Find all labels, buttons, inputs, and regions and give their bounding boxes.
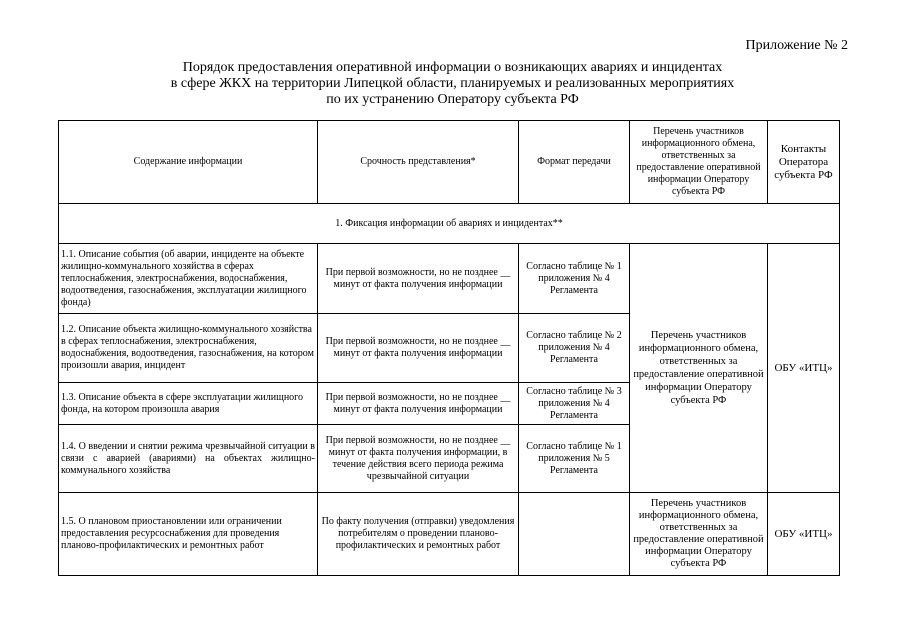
row-2-format: Согласно таблице № 2 приложения № 4 Регламента — [519, 314, 630, 383]
header-urgency: Срочность представления* — [318, 121, 519, 204]
row-5-format — [519, 493, 630, 576]
header-contacts: Контакты Оператора субъекта РФ — [768, 121, 840, 204]
row-5-contacts: ОБУ «ИТЦ» — [768, 493, 840, 576]
row-2-content: 1.2. Описание объекта жилищно-коммунального хозяйства в сферах теплоснабжения, электроснабжения, водоснабжения, водоотведения, газоснабжения, на котором произошли авария, инцидент — [59, 314, 318, 383]
row-4-format: Согласно таблице № 1 приложения № 5 Регламента — [519, 425, 630, 493]
section-1-title: 1. Фиксация информации об авариях и инцидентах** — [59, 204, 840, 244]
table-header-row — [59, 121, 840, 204]
row-5-urgency: По факту получения (отправки) уведомления потребителям о проведении планово-профилактических и ремонтных работ — [318, 493, 519, 576]
appendix-label: Приложение № 2 — [745, 38, 848, 53]
group-participants: Перечень участников информационного обмена, ответственных за предоставление оперативной информации Оператору субъекта РФ — [630, 244, 768, 493]
info-table — [58, 120, 840, 576]
title-line-2: в сфере ЖКХ на территории Липецкой области, планируемых и реализованных мероприятиях — [170, 76, 735, 91]
row-1-format: Согласно таблице № 1 приложения № 4 Регламента — [519, 244, 630, 314]
row-3-urgency: При первой возможности, но не позднее __ минут от факта получения информации — [318, 383, 519, 425]
row-3-format: Согласно таблице № 3 приложения № 4 Регламента — [519, 383, 630, 425]
row-2-urgency: При первой возможности, но не позднее __ минут от факта получения информации — [318, 314, 519, 383]
row-3-content: 1.3. Описание объекта в сфере эксплуатации жилищного фонда, на котором произошла авария — [59, 383, 318, 425]
document-title — [0, 60, 905, 108]
row-5-participants: Перечень участников информационного обмена, ответственных за предоставление оперативной информации Оператору субъекта РФ — [630, 493, 768, 576]
table-row — [59, 244, 840, 314]
header-format: Формат передачи — [519, 121, 630, 204]
section-row — [59, 204, 840, 244]
row-5-content: 1.5. О плановом приостановлении или ограничении предоставления ресурсоснабжения для проведения планово-профилактических и ремонтных работ — [59, 493, 318, 576]
header-participants: Перечень участников информационного обмена, ответственных за предоставление оперативной информации Оператору субъекта РФ — [630, 121, 768, 204]
table-row — [59, 493, 840, 576]
title-line-1: Порядок предоставления оперативной информации о возникающих авариях и инцидентах — [182, 60, 723, 75]
header-content: Содержание информации — [59, 121, 318, 204]
row-4-urgency: При первой возможности, но не позднее __ минут от факта получения информации, в течение действия всего периода режима чрезвычайной ситуации — [318, 425, 519, 493]
row-1-urgency: При первой возможности, но не позднее __ минут от факта получения информации — [318, 244, 519, 314]
group-contacts: ОБУ «ИТЦ» — [768, 244, 840, 493]
title-line-3: по их устранению Оператору субъекта РФ — [326, 92, 579, 107]
row-1-content: 1.1. Описание события (об аварии, инциденте на объекте жилищно-коммунального хозяйства в сферах теплоснабжения, электроснабжения, водоснабжения, водоотведения, газоснабжения, эксплуатации жилищного фонда) — [59, 244, 318, 314]
row-4-content: 1.4. О введении и снятии режима чрезвычайной ситуации в связи с аварией (авариями) на объектах жилищно-коммунального хозяйства — [59, 425, 318, 493]
